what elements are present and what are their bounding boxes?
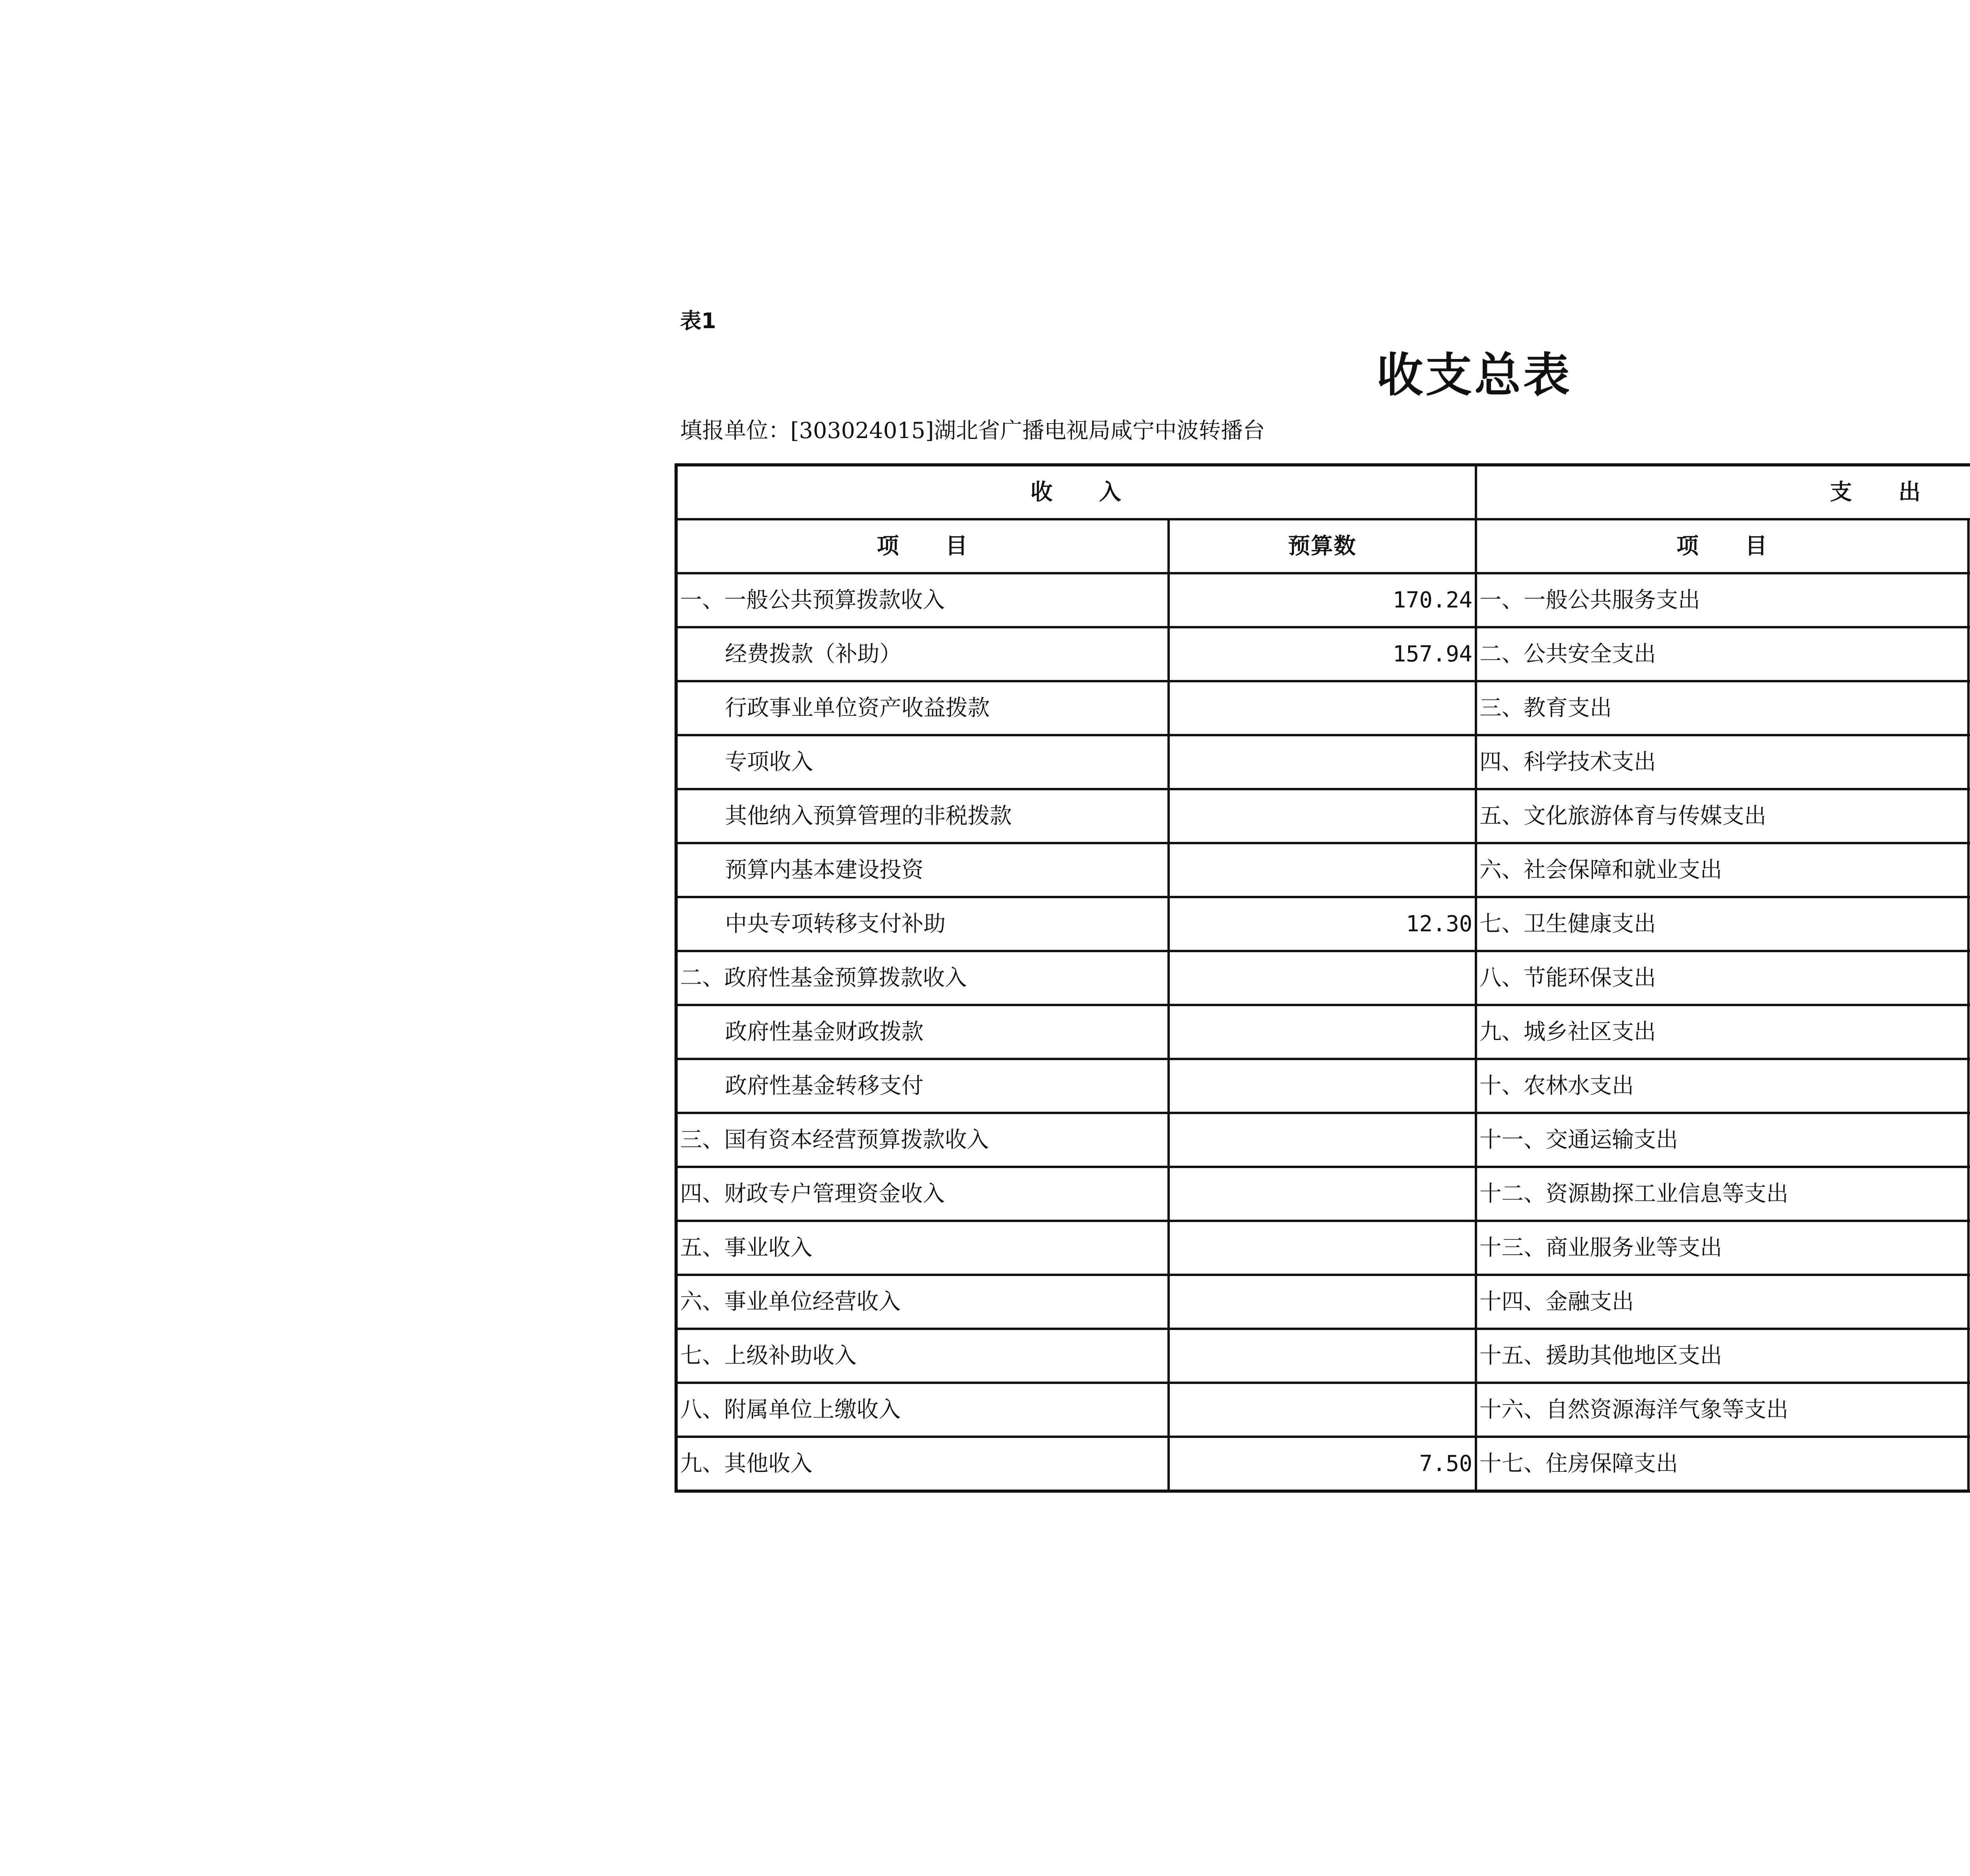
reporting-unit-label: 填报单位： <box>680 418 790 444</box>
expense-amount-cell <box>1968 1221 1970 1275</box>
expense-amount-cell <box>1968 681 1970 735</box>
income-amount-cell <box>1169 735 1476 789</box>
income-amount-cell <box>1169 789 1476 843</box>
income-item-header: 项 目 <box>676 519 1169 573</box>
income-item-cell: 一、一般公共预算拨款收入 <box>676 573 1169 627</box>
expense-item-cell: 十二、资源勘探工业信息等支出 <box>1476 1167 1968 1221</box>
income-amount-cell: 170.24 <box>1169 573 1476 627</box>
income-item-cell: 二、政府性基金预算拨款收入 <box>676 951 1169 1005</box>
table-column-header-row <box>676 519 1970 573</box>
income-group-header: 收 入 <box>676 465 1476 519</box>
expense-item-header: 项 目 <box>1476 519 1968 573</box>
table-row <box>676 1221 1970 1275</box>
expense-amount-cell <box>1968 1167 1970 1221</box>
income-amount-cell: 7.50 <box>1169 1437 1476 1491</box>
income-amount-cell <box>1169 1113 1476 1167</box>
table-row <box>676 735 1970 789</box>
table-row <box>676 1059 1970 1113</box>
table-row <box>676 1383 1970 1437</box>
income-amount-cell <box>1169 951 1476 1005</box>
expense-amount-cell <box>1968 627 1970 681</box>
income-amount-cell <box>1169 1167 1476 1221</box>
expense-amount-cell <box>1968 1329 1970 1383</box>
table-row <box>676 573 1970 627</box>
expense-item-cell: 八、节能环保支出 <box>1476 951 1968 1005</box>
table-row <box>676 897 1970 951</box>
expense-amount-cell <box>1968 735 1970 789</box>
expense-item-cell: 十七、住房保障支出 <box>1476 1437 1968 1491</box>
table-row <box>676 951 1970 1005</box>
income-item-cell: 八、附属单位上缴收入 <box>676 1383 1169 1437</box>
income-amount-cell <box>1169 1221 1476 1275</box>
income-item-cell: 九、其他收入 <box>676 1437 1169 1491</box>
expense-item-cell: 十、农林水支出 <box>1476 1059 1968 1113</box>
expense-amount-cell <box>1968 1275 1970 1329</box>
income-amount-cell <box>1169 681 1476 735</box>
reporting-unit <box>680 420 1265 442</box>
income-item-cell: 行政事业单位资产收益拨款 <box>676 681 1169 735</box>
expense-amount-cell <box>1968 1005 1970 1059</box>
expense-item-cell: 十一、交通运输支出 <box>1476 1113 1968 1167</box>
table-row <box>676 1113 1970 1167</box>
expense-item-cell: 十五、援助其他地区支出 <box>1476 1329 1968 1383</box>
income-amount-cell: 12.30 <box>1169 897 1476 951</box>
expense-amount-cell <box>1968 897 1970 951</box>
income-budget-header: 预算数 <box>1169 519 1476 573</box>
expense-amount-cell <box>1968 1059 1970 1113</box>
table-row <box>676 1005 1970 1059</box>
page-title: 收支总表 <box>1376 348 1572 402</box>
expense-amount-cell <box>1968 1383 1970 1437</box>
expense-item-cell: 十四、金融支出 <box>1476 1275 1968 1329</box>
income-amount-cell <box>1169 1329 1476 1383</box>
income-item-cell: 六、事业单位经营收入 <box>676 1275 1169 1329</box>
income-item-cell: 三、国有资本经营预算拨款收入 <box>676 1113 1169 1167</box>
table-row <box>676 681 1970 735</box>
expense-amount-cell <box>1968 951 1970 1005</box>
table-group-header-row <box>676 465 1970 519</box>
income-expense-table <box>675 463 1970 1493</box>
income-amount-cell <box>1169 843 1476 897</box>
income-item-cell: 预算内基本建设投资 <box>676 843 1169 897</box>
table-row <box>676 789 1970 843</box>
income-item-cell: 政府性基金转移支付 <box>676 1059 1169 1113</box>
income-item-cell: 七、上级补助收入 <box>676 1329 1169 1383</box>
expense-amount-cell <box>1968 573 1970 627</box>
income-item-cell: 四、财政专户管理资金收入 <box>676 1167 1169 1221</box>
expense-group-header: 支 出 <box>1476 465 1970 519</box>
income-amount-cell <box>1169 1059 1476 1113</box>
table-row <box>676 1329 1970 1383</box>
income-amount-cell <box>1169 1383 1476 1437</box>
table-label: 表1 <box>680 308 716 333</box>
expense-amount-cell <box>1968 843 1970 897</box>
income-amount-cell: 157.94 <box>1169 627 1476 681</box>
income-item-cell: 政府性基金财政拨款 <box>676 1005 1169 1059</box>
expense-amount-cell <box>1968 1437 1970 1491</box>
expense-item-cell: 九、城乡社区支出 <box>1476 1005 1968 1059</box>
table-row <box>676 1275 1970 1329</box>
table-row <box>676 843 1970 897</box>
expense-item-cell: 十三、商业服务业等支出 <box>1476 1221 1968 1275</box>
expense-item-cell: 六、社会保障和就业支出 <box>1476 843 1968 897</box>
table-row <box>676 627 1970 681</box>
income-item-cell: 其他纳入预算管理的非税拨款 <box>676 789 1169 843</box>
income-item-cell: 五、事业收入 <box>676 1221 1169 1275</box>
expense-item-cell: 一、一般公共服务支出 <box>1476 573 1968 627</box>
income-item-cell: 经费拨款（补助） <box>676 627 1169 681</box>
expense-amount-cell <box>1968 1113 1970 1167</box>
expense-item-cell: 四、科学技术支出 <box>1476 735 1968 789</box>
expense-item-cell: 七、卫生健康支出 <box>1476 897 1968 951</box>
expense-budget-header <box>1968 519 1970 573</box>
table-body <box>676 573 1970 1491</box>
table-row <box>676 1167 1970 1221</box>
income-item-cell: 中央专项转移支付补助 <box>676 897 1169 951</box>
income-amount-cell <box>1169 1275 1476 1329</box>
expense-amount-cell <box>1968 789 1970 843</box>
expense-item-cell: 十六、自然资源海洋气象等支出 <box>1476 1383 1968 1437</box>
expense-item-cell: 二、公共安全支出 <box>1476 627 1968 681</box>
reporting-unit-name: [303024015]湖北省广播电视局咸宁中波转播台 <box>790 418 1265 444</box>
table-row <box>676 1437 1970 1491</box>
expense-item-cell: 三、教育支出 <box>1476 681 1968 735</box>
income-amount-cell <box>1169 1005 1476 1059</box>
expense-item-cell: 五、文化旅游体育与传媒支出 <box>1476 789 1968 843</box>
income-item-cell: 专项收入 <box>676 735 1169 789</box>
